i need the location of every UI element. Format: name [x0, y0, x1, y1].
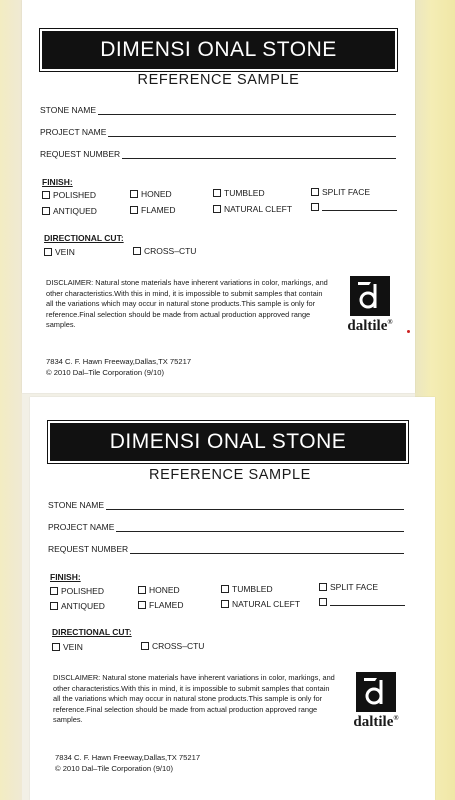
checkbox-icon	[42, 191, 50, 199]
checkbox-icon	[221, 600, 229, 608]
disclaimer-text: DISCLAIMER: Natural stone materials have inherent variations in color, markings, and other characteristics.With this in mind, it is impossible to submit samples that contain all the variations which may occur in natural stone products.This sample is only for reference.Final selection should be made from actual production approved range samples.	[46, 278, 328, 329]
reference-label-bottom	[30, 397, 435, 800]
finish-natural-cleft-checkbox[interactable]: NATURAL CLEFT	[221, 599, 300, 609]
finish-split-face-checkbox[interactable]: SPLIT FACE	[311, 187, 370, 197]
finish-heading: FINISH:	[50, 572, 81, 582]
finish-other-checkbox[interactable]	[319, 598, 405, 606]
reference-label-top	[22, 0, 415, 393]
checkbox-icon	[213, 205, 221, 213]
finish-honed-checkbox[interactable]: HONED	[130, 189, 172, 199]
finish-split-face-checkbox[interactable]: SPLIT FACE	[319, 582, 378, 592]
label-title: DIMENSI ONAL STONE	[42, 31, 395, 69]
checkbox-icon	[319, 583, 327, 591]
label-backing-left	[0, 0, 22, 800]
checkbox-icon	[311, 188, 319, 196]
stone-name-field[interactable]: STONE NAME	[40, 105, 396, 115]
checkbox-icon	[213, 189, 221, 197]
finish-heading: FINISH:	[42, 177, 73, 187]
disclaimer-text: DISCLAIMER: Natural stone materials have inherent variations in color, markings, and other characteristics.With this in mind, it is impossible to submit samples that contain all the variations which may occur in natural stone products.This sample is only for reference.Final selection should be made from actual production approved range samples.	[53, 673, 335, 724]
daltile-logo	[340, 276, 400, 335]
finish-other-line[interactable]	[330, 598, 405, 606]
checkbox-icon	[50, 602, 58, 610]
finish-antiqued-checkbox[interactable]: ANTIQUED	[50, 601, 105, 611]
project-name-field[interactable]: PROJECT NAME	[48, 522, 404, 532]
finish-polished-checkbox[interactable]: POLISHED	[50, 586, 104, 596]
brand-name: daltile®	[353, 714, 399, 730]
label-title: DIMENSI ONAL STONE	[50, 423, 406, 461]
finish-polished-checkbox[interactable]: POLISHED	[42, 190, 96, 200]
checkbox-icon	[221, 585, 229, 593]
directional-cut-heading: DIRECTIONAL CUT:	[44, 233, 124, 243]
checkbox-icon	[311, 203, 319, 211]
checkbox-icon	[319, 598, 327, 606]
finish-antiqued-checkbox[interactable]: ANTIQUED	[42, 206, 97, 216]
checkbox-icon	[141, 642, 149, 650]
company-address: 7834 C. F. Hawn Freeway,Dallas,TX 75217	[46, 357, 192, 366]
cut-cross-checkbox[interactable]: CROSS–CTU	[141, 641, 204, 651]
project-name-field[interactable]: PROJECT NAME	[40, 127, 396, 137]
checkbox-icon	[44, 248, 52, 256]
cut-cross-checkbox[interactable]: CROSS–CTU	[133, 246, 196, 256]
address-block	[55, 752, 200, 774]
finish-tumbled-checkbox[interactable]: TUMBLED	[213, 188, 265, 198]
finish-flamed-checkbox[interactable]: FLAMED	[138, 600, 183, 610]
copyright-text: © 2010 Dal–Tile Corporation (9/10)	[55, 764, 174, 773]
checkbox-icon	[52, 643, 60, 651]
finish-flamed-checkbox[interactable]: FLAMED	[130, 205, 175, 215]
checkbox-icon	[42, 207, 50, 215]
daltile-logo	[346, 672, 406, 731]
checkbox-icon	[133, 247, 141, 255]
brand-name: daltile®	[340, 318, 400, 335]
finish-other-line[interactable]	[322, 203, 397, 211]
checkbox-icon	[130, 206, 138, 214]
checkbox-icon	[50, 587, 58, 595]
daltile-d-logo-icon	[350, 276, 390, 316]
directional-cut-heading: DIRECTIONAL CUT:	[52, 627, 132, 637]
address-block	[46, 356, 191, 378]
finish-tumbled-checkbox[interactable]: TUMBLED	[221, 584, 273, 594]
finish-other-checkbox[interactable]	[311, 203, 397, 211]
copyright-text: © 2010 Dal–Tile Corporation (9/10)	[46, 368, 165, 377]
company-address: 7834 C. F. Hawn Freeway,Dallas,TX 75217	[55, 753, 201, 762]
checkbox-icon	[138, 601, 146, 609]
request-number-field[interactable]: REQUEST NUMBER	[48, 544, 404, 554]
finish-honed-checkbox[interactable]: HONED	[138, 585, 180, 595]
request-number-field[interactable]: REQUEST NUMBER	[40, 149, 396, 159]
label-subtitle: REFERENCE SAMPLE	[137, 72, 300, 88]
finish-natural-cleft-checkbox[interactable]: NATURAL CLEFT	[213, 204, 292, 214]
stone-name-field[interactable]: STONE NAME	[48, 500, 404, 510]
cut-vein-checkbox[interactable]: VEIN	[44, 247, 75, 257]
label-subtitle: REFERENCE SAMPLE	[149, 467, 311, 483]
checkbox-icon	[138, 586, 146, 594]
checkbox-icon	[130, 190, 138, 198]
cut-vein-checkbox[interactable]: VEIN	[52, 642, 83, 652]
daltile-d-logo-icon	[356, 672, 396, 712]
